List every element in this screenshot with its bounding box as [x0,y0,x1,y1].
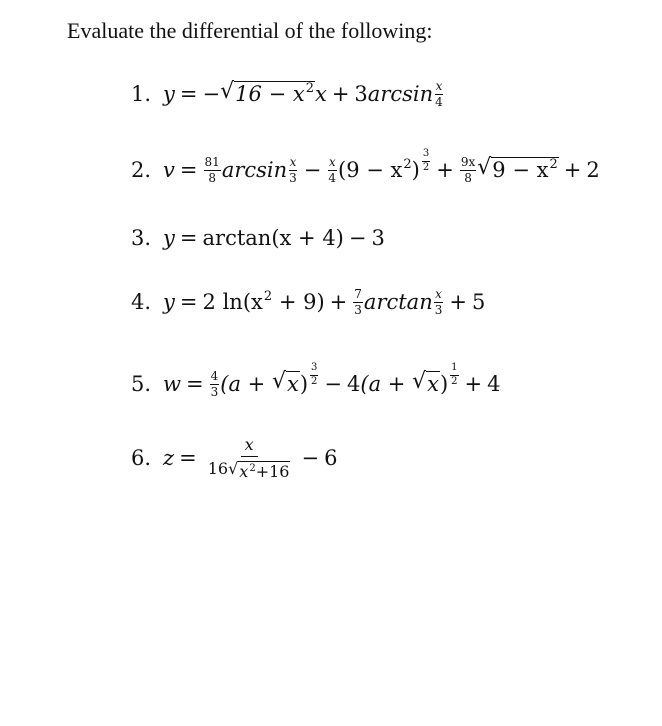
function-name: ln [222,290,243,314]
radicand: x [286,372,299,397]
problem-3 [131,218,385,258]
constant: 3 [371,226,385,250]
function-name: arctan [202,226,272,250]
parenthesized-term: $(9 - x^2)$ [338,157,420,182]
argument: $(x^2 + 9)$ [242,289,325,314]
numerator: 7 [354,286,362,301]
coefficient: 4 [347,372,361,396]
lhs-variable: v [163,158,175,182]
problem-number: 5. [131,372,152,396]
minus-sign: − [301,446,320,470]
constant: 4 [487,372,501,396]
problem-6 [131,436,337,480]
exponent: $\frac{1}{2}$ [451,362,458,387]
square-root [220,81,315,106]
denominator: 3 [289,170,297,185]
numerator: x [435,286,442,301]
page-heading: Evaluate the differential of the following: [67,18,433,43]
numerator: 81 [204,154,220,169]
coefficient: 3 [354,82,368,106]
exponent: $\frac{3}{2}$ [311,362,318,387]
function-name: arcsin [367,82,434,106]
plus-sign: + [331,82,350,106]
minus-sign: − [324,372,343,396]
numerator: 4 [210,368,219,383]
problem-number: 3. [131,226,152,250]
problem-4 [131,282,485,322]
equals-sign: = [179,226,198,250]
exponent: $\frac{3}{2}$ [422,148,430,173]
function-name: arcsin [221,158,288,182]
denominator: 16 √ $x^2+16$ [207,459,290,482]
function-name: arctan [363,290,433,314]
equals-sign: = [179,158,198,182]
argument: (x + 4) [271,226,344,250]
fraction [434,288,444,316]
radical-icon: √ [412,369,427,395]
fraction [204,156,221,184]
numerator: 9x [460,154,476,169]
denominator: 4 [435,94,443,109]
denominator: 3 [434,302,443,317]
fraction [327,156,337,184]
plus-sign: + [449,290,467,314]
denominator: 3 [354,302,362,317]
fraction [460,156,476,184]
equals-sign: = [179,290,198,314]
group-close: ) [439,372,449,396]
problem-number: 6. [131,446,152,470]
coefficient: 2 [202,290,216,314]
radical-icon: √ [271,369,286,395]
denominator: 3 [210,384,219,399]
plus-sign: + [436,158,454,182]
fraction [434,80,444,108]
square-root [272,371,300,396]
group-open: (a + [360,372,406,396]
problem-number: 4. [131,290,152,314]
problem-2 [131,150,600,190]
denominator: 4 [328,170,337,185]
lhs-variable: y [163,290,175,314]
radicand: $16 - x^2$ [235,81,314,107]
minus-sign: − [303,158,322,182]
numerator: x [328,154,336,169]
numerator: x [435,78,443,93]
radical-icon: √ [477,155,492,181]
radicand: x [427,372,439,397]
equals-sign: = [179,446,197,470]
lhs-variable: y [163,226,175,250]
radicand: $9 - x^2$ [492,157,558,183]
group-close: ) [299,372,309,396]
plus-sign: + [329,290,348,314]
problem-number: 1. [131,82,152,106]
fraction [288,156,298,184]
negative-sign: − [202,82,221,106]
problem-number: 2. [131,158,152,182]
problem-1 [131,74,445,114]
fraction [206,435,293,481]
fraction [353,288,363,316]
constant: 2 [586,158,600,182]
problem-5 [131,364,501,404]
fraction [210,370,220,398]
lhs-variable: y [163,82,175,106]
minus-sign: − [348,226,367,250]
lhs-variable: w [163,372,182,396]
numerator: x [289,154,297,169]
plus-sign: + [563,158,582,182]
plus-sign: + [464,372,483,396]
numerator: x [241,435,258,457]
equals-sign: = [179,82,198,106]
equals-sign: = [186,372,204,396]
term: x [314,82,327,106]
constant: 6 [324,446,338,470]
constant: 5 [471,290,486,314]
denominator: 8 [208,170,216,185]
group-open: (a + [220,372,266,396]
lhs-variable: z [163,446,175,470]
denominator: 8 [464,170,472,185]
square-root [477,157,558,182]
radical-icon: √ [220,79,235,105]
square-root [412,371,440,396]
